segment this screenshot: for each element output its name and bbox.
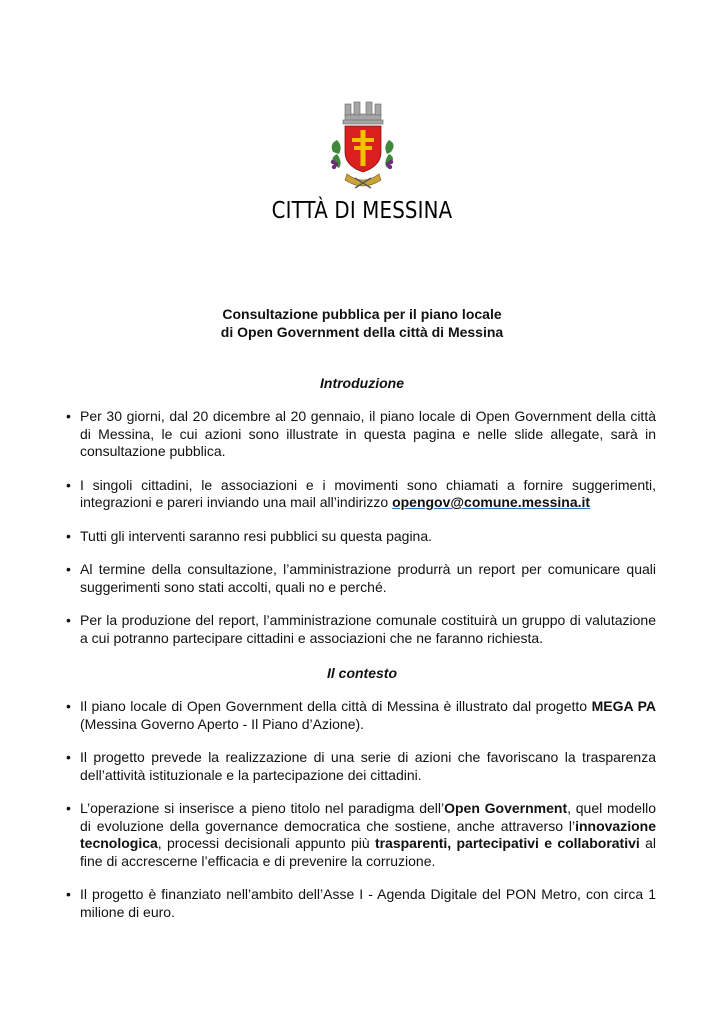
list-item-text: Tutti gli interventi saranno resi pubblici su questa pagina. [80, 527, 433, 544]
list-item [66, 749, 656, 784]
project-name: MEGA PA [591, 698, 656, 714]
list-item-text: Il piano locale di Open Government della città di Messina è illustrato dal progetto [80, 698, 592, 714]
section-heading-introduzione: Introduzione [320, 375, 404, 391]
list-item-text: Per la produzione del report, l’amministrazione comunale costituirà un gruppo di valutazione a cui potranno partecipare cittadini e associazioni che ne faranno richiesta. [80, 612, 656, 646]
list-item-text: , quel modello di evoluzione della governance democratica che sostiene, anche attraverso l’ [80, 800, 656, 834]
email-link[interactable]: opengov@comune.messina.it [392, 494, 591, 510]
list-item [66, 886, 656, 921]
document-title [0, 305, 724, 341]
list-item [66, 477, 656, 512]
section-heading-contesto: Il contesto [326, 665, 397, 681]
list-item-text: Il progetto è finanziato nell’ambito dell’Asse I - Agenda Digitale del PON Metro, con circa 1 milione di euro. [80, 886, 656, 920]
list-item-text: L’operazione si inserisce a pieno titolo nel paradigma dell’ [80, 800, 445, 816]
document-title-line-2: di Open Government della città di Messina [220, 324, 504, 340]
list-item [66, 800, 656, 870]
list-item [66, 528, 656, 546]
bold-term: innovazione tecnologica [80, 817, 656, 851]
list-item [66, 698, 656, 733]
list-item-text: (Messina Governo Aperto - Il Piano d’Azione). [80, 715, 365, 732]
list-item-text: I singoli cittadini, le associazioni e i movimenti sono chiamati a fornire suggerimenti, integrazioni e pareri inviando una mail all’indirizzo [80, 476, 656, 510]
contesto-list [66, 698, 656, 937]
list-item [66, 612, 656, 647]
bold-term: Open Government [444, 800, 568, 816]
document-title-line-1: Consultazione pubblica per il piano locale [222, 306, 502, 322]
messina-coat-of-arms-icon [325, 100, 401, 192]
list-item [66, 408, 656, 461]
list-item [66, 561, 656, 596]
city-title: CITTÀ DI MESSINA [271, 198, 453, 224]
bold-term: trasparenti, partecipativi e collaborativi [374, 835, 640, 851]
introduzione-list [66, 408, 656, 663]
list-item-text: Il progetto prevede la realizzazione di una serie di azioni che favoriscano la trasparenza dell’attività istituzionale e la partecipazione dei cittadini. [80, 749, 656, 783]
list-item-text: al fine di accrescerne l’efficacia e di prevenire la corruzione. [80, 835, 656, 869]
list-item-text: Al termine della consultazione, l’amministrazione produrrà un report per comunicare quali suggerimenti sono stati accolti, quali no e perché. [80, 561, 656, 595]
list-item-text: , processi decisionali appunto più [157, 835, 375, 851]
list-item-text: Per 30 giorni, dal 20 dicembre al 20 gennaio, il piano locale di Open Government della città di Messina, le cui azioni sono illustrate in questa pagina e nelle slide allegate, sarà in consultazione pubblica. [80, 408, 656, 459]
